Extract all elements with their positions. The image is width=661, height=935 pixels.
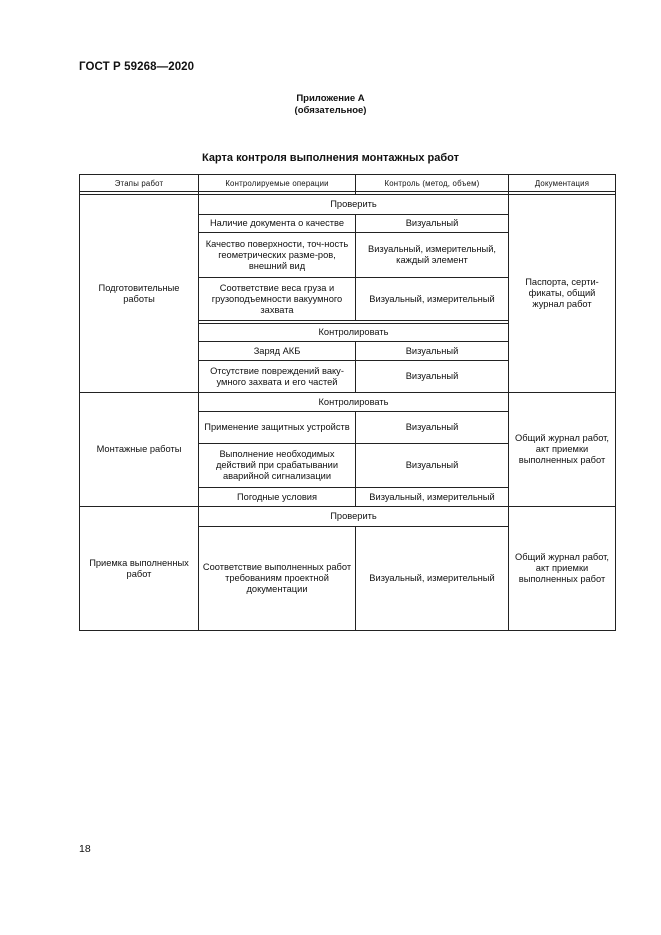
- operation-cell: Отсутствие повреждений ваку-умного захвата и его частей: [199, 361, 356, 393]
- table-row: [80, 507, 616, 527]
- table-row: [80, 195, 616, 215]
- column-header-control: Контроль (метод, объем): [356, 175, 509, 192]
- control-cell: Визуальный: [356, 215, 509, 233]
- action-cell: Проверить: [199, 195, 509, 215]
- operation-cell: Соответствие выполненных работ требованиям проектной документации: [199, 527, 356, 631]
- operation-cell: Выполнение необходимых действий при срабатывании аварийной сигнализации: [199, 444, 356, 488]
- table-caption: Карта контроля выполнения монтажных работ: [201, 152, 460, 164]
- stage-cell-preparatory: Подготовительные работы: [80, 195, 199, 393]
- control-cell: Визуальный: [356, 361, 509, 393]
- action-cell: Контролировать: [199, 393, 509, 412]
- document-code: ГОСТ Р 59268—2020: [79, 61, 195, 73]
- control-cell: Визуальный, измерительный, каждый элемент: [356, 233, 509, 278]
- control-cell: Визуальный: [356, 412, 509, 444]
- control-cell: Визуальный: [356, 342, 509, 361]
- action-cell: Контролировать: [199, 324, 509, 342]
- action-cell: Проверить: [199, 507, 509, 527]
- column-header-stage: Этапы работ: [80, 175, 199, 192]
- column-header-documentation: Документация: [509, 175, 616, 192]
- page-number: 18: [79, 843, 91, 855]
- column-header-operations: Контролируемые операции: [199, 175, 356, 192]
- table-row: [80, 393, 616, 412]
- control-map-table: [79, 174, 616, 631]
- control-cell: Визуальный, измерительный: [356, 488, 509, 507]
- documentation-cell-installation: Общий журнал работ, акт приемки выполненных работ: [509, 393, 616, 507]
- appendix-heading: [0, 93, 661, 117]
- operation-cell: Погодные условия: [199, 488, 356, 507]
- table-header-row: [80, 175, 616, 192]
- operation-cell: Качество поверхности, точ-ность геометрических разме-ров, внешний вид: [199, 233, 356, 278]
- operation-cell: Соответствие веса груза и грузоподъемности вакуумного захвата: [199, 278, 356, 321]
- control-cell: Визуальный: [356, 444, 509, 488]
- operation-cell: Заряд АКБ: [199, 342, 356, 361]
- stage-cell-installation: Монтажные работы: [80, 393, 199, 507]
- operation-cell: Применение защитных устройств: [199, 412, 356, 444]
- documentation-cell-preparatory: Паспорта, серти-фикаты, общий журнал работ: [509, 195, 616, 393]
- operation-cell: Наличие документа о качестве: [199, 215, 356, 233]
- control-cell: Визуальный, измерительный: [356, 278, 509, 321]
- appendix-title: Приложение А: [296, 93, 365, 104]
- stage-cell-acceptance: Приемка выполненных работ: [80, 507, 199, 631]
- appendix-status: (обязательное): [294, 105, 367, 116]
- documentation-cell-acceptance: Общий журнал работ, акт приемки выполненных работ: [509, 507, 616, 631]
- control-cell: Визуальный, измерительный: [356, 527, 509, 631]
